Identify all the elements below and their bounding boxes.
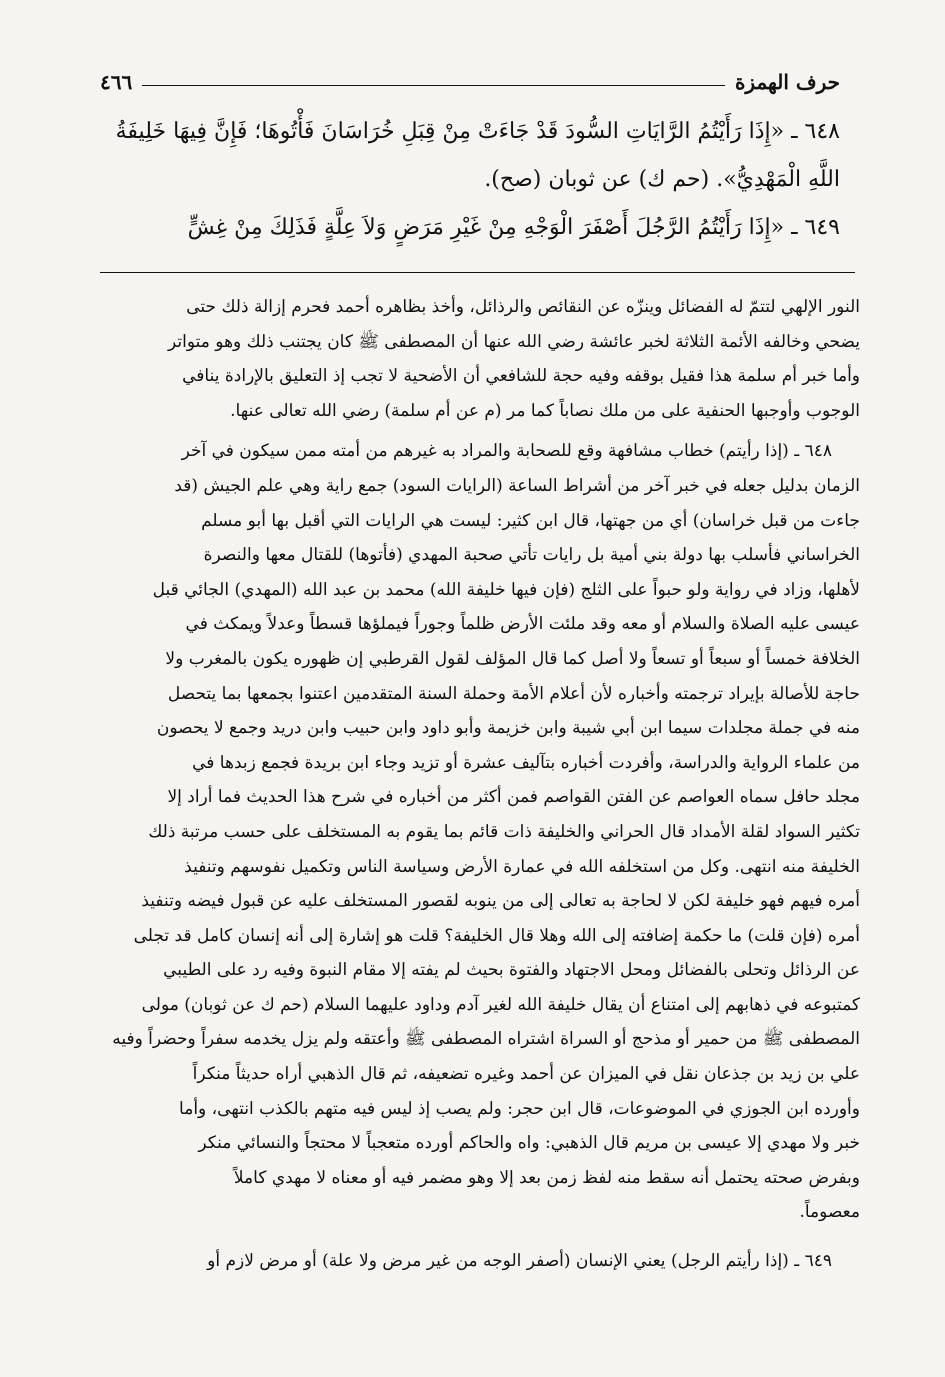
text-line: وأورده ابن الجوزي في الموضوعات، قال ابن حجر: ولم يصب إذ ليس فيه متهم بالكذب انتهى، وأما xyxy=(179,1098,860,1119)
text-line: وبفرض صحته يحتمل أنه سقط منه لفظ زمن بعد إلا وهو مضمر فيه أو معناه لا مهدي كاملاً xyxy=(233,1167,860,1188)
text-line: الزمان بدليل جعله في خبر آخر من أشراط الساعة (الرايات السود) جمع راية وهي علم الجيش (قد xyxy=(174,475,860,496)
text-line: الخراساني فأسلب بها دولة بني أمية بل رايات تأتي صحبة المهدي (فأتوها) للقتال معها والنصرة xyxy=(203,545,860,566)
text-line: عن الرذائل وتحلى بالفضائل ومحل الاجتهاد والفتوة بحيث لم يفته إلا مقام النبوة وفيه رد على الطيبي xyxy=(163,960,860,981)
text-line: ٦٤٨ ـ (إذا رأيتم) خطاب مشافهة وقع للصحابة والمراد به غيرهم من أمته ممن سيكون في آخر xyxy=(181,441,832,462)
commentary-paragraph-648 xyxy=(100,434,860,1230)
text-line: عيسى عليه الصلاة والسلام أو معه وقد ملئت الأرض ظلماً وجوراً فيملؤها قسطاً وعدلاً ويمكث في xyxy=(185,614,860,635)
commentary xyxy=(100,290,860,1279)
text-line: وأما خبر أم سلمة هذا فقيل بوقفه وفيه حجة للشافعي أن الأضحية لا تجب إذ التعليق بالإرادة ينافي xyxy=(182,366,860,387)
text-line: مجلد حافل سماه العواصم عن الفتن القواصم فمن أكثر من أخباره في شرح هذا الحديث فما أراد إلا xyxy=(167,787,860,808)
footnote-divider xyxy=(100,272,855,273)
text-line: جاءت من قبل خراسان) أي من جهتها، قال ابن كثير: ليست هي الرايات التي أقبل بها أبو مسلم xyxy=(201,510,860,531)
hadith-649-line-1: ٦٤٩ ـ «إِذَا رَأَيْتُمُ الرَّجُلَ أَصْفَرَ الْوَجْهِ مِنْ غَيْرِ مَرَضٍ وَلاَ عِلَّةٍ فَذَلِكَ مِنْ غِشٍّ xyxy=(187,215,840,240)
text-line: يضحي وخالفه الأئمة الثلاثة لخبر عائشة رضي الله عنها أن المصطفى ﷺ كان يجتنب ذلك وهو متواتر xyxy=(168,331,860,352)
page-number: ٤٦٦ xyxy=(100,70,133,94)
page-header xyxy=(100,58,840,94)
text-line: معصوماً. xyxy=(799,1202,860,1223)
text-line: من علماء الرواية والدراسة، وأفردت أخباره بتآليف عشرة أو تزيد وجاء ابن بريدة فجمع زبدها في xyxy=(192,752,860,773)
text-line: علي بن زيد بن جذعان نقل في الميزان عن أحمد وغيره تضعيفه، ثم قال الذهبي أراه حديثاً منكراً xyxy=(192,1064,860,1085)
text-line: المصطفى ﷺ من حمير أو مذحج أو السراة اشتراه المصطفى ﷺ وأعتقه ولم يزل يخدمه سفراً وحضراً وفيه xyxy=(112,1029,860,1050)
text-line: كمتبوعه في ذهابهم إلى امتناع أن يقال خليفة الله لغير آدم وداود عليهما السلام (حم ك عن ثوبان) مولى xyxy=(141,994,860,1015)
header-rule xyxy=(142,85,725,86)
text-line: الخلافة خمساً أو سبعاً أو تسعاً ولا أصل كما قال المؤلف لقول القرطبي إن ظهوره يكون بالمغرب ولا xyxy=(165,648,860,669)
text-line: تكثير السواد لقلة الأمداد قال الحراني والخليفة ذات قائم بما يقوم به المستخلف على حسب مرتبة ذلك xyxy=(148,821,860,842)
text-line: أمره (فإن قلت) ما حكمة إضافته إلى الله وهلا قال الخليفة؟ قلت هو إشارة إلى أنه إنسان كامل قد تجلى xyxy=(133,925,860,946)
hadith-text xyxy=(100,108,840,252)
text-line: الخليفة منه انتهى. وكل من استخلفه الله في عمارة الأرض وسياسة الناس وتكميل نفوسهم وتنفيذ xyxy=(184,856,860,877)
text-line: حاجة للأصالة بإيراد ترجمته وأخباره لأن أعلام الأمة وحملة السنة المتقدمين اعتنوا بجمعها بما يتحصل xyxy=(167,683,860,704)
text-line: الوجوب وأوجبها الحنفية على من ملك نصاباً كما مر (م عن أم سلمة) رضي الله تعالى عنها. xyxy=(230,400,860,421)
text-line: النور الإلهي لتتمّ له الفضائل وينزّه عن النقائص والرذائل، وأخذ بظاهره أحمد فحرم إزالة ذلك حتى xyxy=(186,297,860,317)
text-line: منه في جملة مجلدات سيما ابن أبي شيبة وابن خزيمة وأبو داود وابن حبيب وابن دريد وجمع لا يحصون xyxy=(156,718,860,739)
text-line: لأهلها، وزاد في رواية ولو حبواً على الثلج (فإن فيها خليفة الله) محمد بن عبد الله (المهدي) الجائي قبل xyxy=(152,579,860,600)
commentary-paragraph-649: ٦٤٩ ـ (إذا رأيتم الرجل) يعني الإنسان (أصفر الوجه من غير مرض ولا علة) أو مرض لازم أو xyxy=(207,1251,832,1272)
hadith-648-line-2: اللَّهِ الْمَهْدِيُّ». (حم ك) عن ثوبان (صح). xyxy=(484,167,840,192)
hadith-648-line-1: ٦٤٨ ـ «إِذَا رَأَيْتُمُ الرَّايَاتِ السُّودَ قَدْ جَاءَتْ مِنْ قِبَلِ خُرَاسَانَ فَأْتُوهَا؛ فَإِنَّ فِيهَا خَلِيفَةُ xyxy=(115,119,840,144)
commentary-paragraph-1 xyxy=(100,290,860,428)
text-line: أمره فيهم فهو خليفة لكن لا لحاجة به تعالى إلى من ينوبه لقصور المستخلف عليه عن قبول فيضه وتنفيذ xyxy=(141,891,860,912)
chapter-title: حرف الهمزة xyxy=(734,70,840,94)
text-line: خبر ولا مهدي إلا عيسى بن مريم قال الذهبي: واه والحاكم أورده متعجباً لا محتجاً والنسائي منكر xyxy=(198,1133,860,1154)
